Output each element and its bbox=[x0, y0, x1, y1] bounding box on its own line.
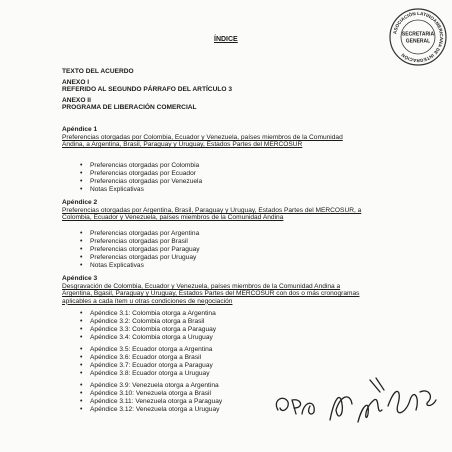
list-item: • Apéndice 3.4: Colombia otorga a Uruguay bbox=[80, 334, 213, 341]
ap1-title: Apéndice 1 bbox=[62, 126, 98, 133]
list-item: • Preferencias otorgadas por Uruguay bbox=[80, 254, 197, 261]
anexo2-subtitle: PROGRAMA DE LIBERACIÓN COMERCIAL bbox=[62, 104, 197, 111]
anexo2-title: ANEXO II bbox=[62, 97, 91, 104]
list-item: • Preferencias otorgadas por Argentina bbox=[80, 230, 200, 237]
list-item: • Notas Explicativas bbox=[80, 262, 144, 269]
handwritten-signatures bbox=[270, 370, 445, 440]
list-item: • Preferencias otorgadas por Venezuela bbox=[80, 178, 203, 185]
anexo1-subtitle: REFERIDO AL SEGUNDO PÁRRAFO DEL ARTÍCULO 3 bbox=[62, 86, 232, 93]
list-item: • Preferencias otorgadas por Colombia bbox=[80, 162, 200, 169]
ap3-description: Desgravación de Colombia, Ecuador y Venezuela, países miembros de la Comunidad Andina a Argentina, Bgasil, Paraguay y Uruguay, Estados Partes del MERCOSUR con dos o más cronogramas aplicables a cada ítem u otras condiciones de negociación bbox=[62, 283, 360, 305]
list-item: • Apéndice 3.7: Ecuador otorga a Paraguay bbox=[80, 362, 213, 369]
stamp-line2: GENERAL bbox=[405, 38, 431, 45]
stamp-line1: SECRETARIA bbox=[401, 31, 435, 38]
ap2-description: Preferencias otorgadas por Argentina, Brasil, Paraguay y Uruguay, Estados Partes del MERCOSUR, a Colombia, Ecuador y Venezuela, países miembros de la Comunidad Andina bbox=[62, 207, 362, 222]
list-item: • Apéndice 3.3: Colombia otorga a Paraguay bbox=[80, 326, 217, 333]
ap3-title: Apéndice 3 bbox=[62, 275, 98, 282]
list-item: • Apéndice 3.9: Venezuela otorga a Argentina bbox=[80, 382, 219, 389]
list-item: • Apéndice 3.8: Ecuador otorga a Uruguay bbox=[80, 370, 210, 377]
ap1-description: Preferencias otorgadas por Colombia, Ecuador y Venezuela, países miembros de la Comunidad Andina, a Argentina, Brasil, Paraguay y Uruguay, Estados Partes del MERCOSUR bbox=[62, 134, 343, 149]
list-item: • Notas Explicativas bbox=[80, 186, 144, 193]
list-item: • Apéndice 3.5: Ecuador otorga a Argentina bbox=[80, 346, 213, 353]
ap2-title: Apéndice 2 bbox=[62, 199, 98, 206]
secretaria-general-stamp bbox=[388, 7, 448, 67]
anexo1-title: ANEXO I bbox=[62, 79, 90, 86]
list-item: • Apéndice 3.10: Venezuela otorga a Brasil bbox=[80, 390, 211, 397]
list-item: • Apéndice 3.2: Colombia otorga a Brasil bbox=[80, 318, 205, 325]
list-item: • Preferencias otorgadas por Paraguay bbox=[80, 246, 200, 253]
list-item: • Preferencias otorgadas por Ecuador bbox=[80, 170, 196, 177]
list-item: • Apéndice 3.11: Venezuela otorga a Paraguay bbox=[80, 398, 223, 405]
texto-heading: TEXTO DEL ACUERDO bbox=[62, 68, 134, 75]
page-title: ÍNDICE bbox=[214, 36, 238, 43]
list-item: • Apéndice 3.12: Venezuela otorga a Uruguay bbox=[80, 406, 220, 413]
list-item: • Apéndice 3.1: Colombia otorga a Argentina bbox=[80, 310, 216, 317]
list-item: • Preferencias otorgadas por Brasil bbox=[80, 238, 188, 245]
stamp-ring-text: ASOCIACIÓN LATINOAMERICANA DE INTEGRACIÓN bbox=[392, 10, 445, 64]
list-item: • Apéndice 3.6: Ecuador otorga a Brasil bbox=[80, 354, 202, 361]
